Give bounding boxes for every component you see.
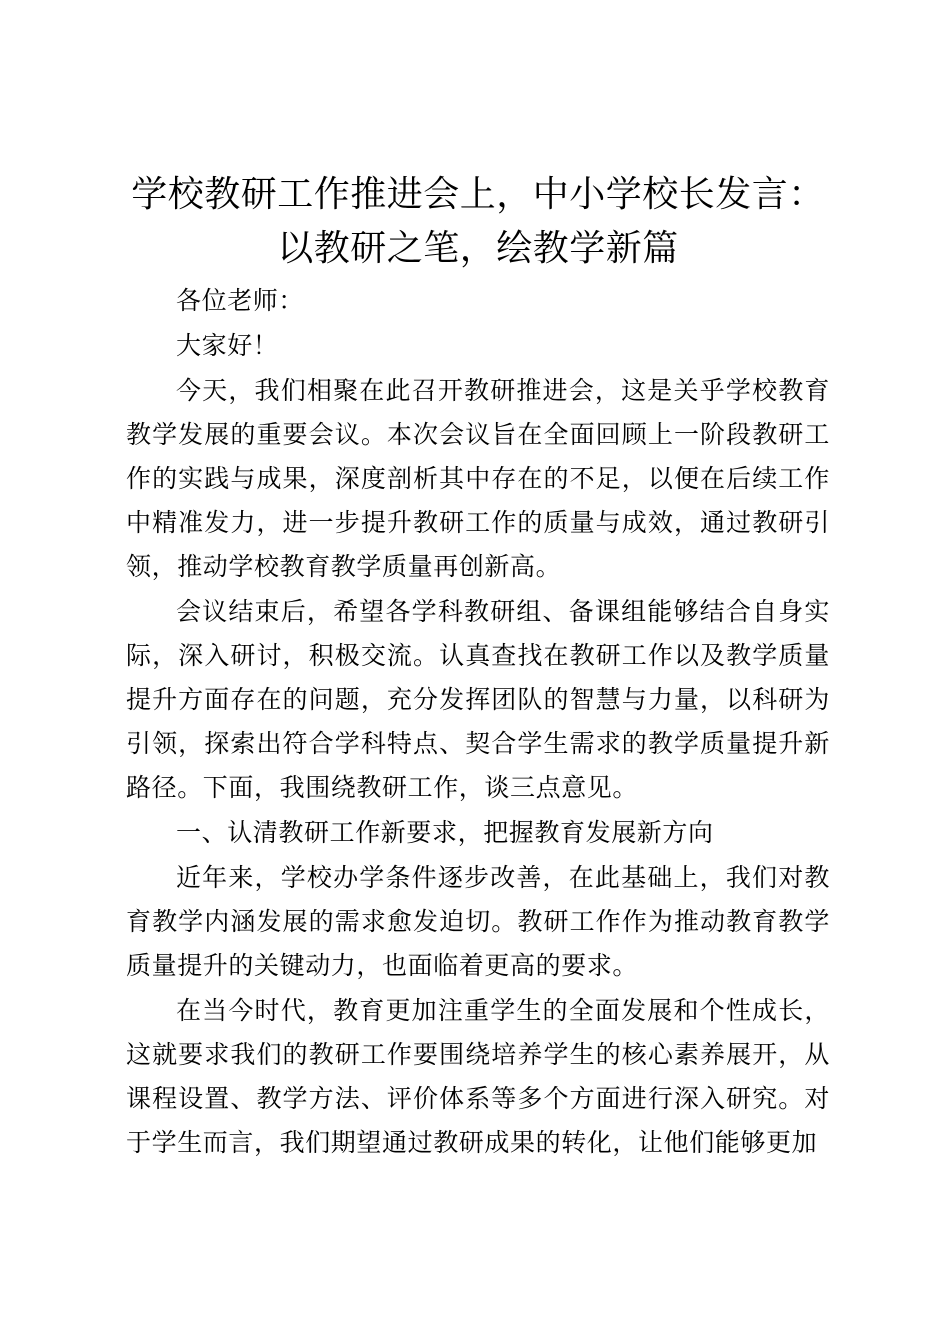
paragraph: 在当今时代，教育更加注重学生的全面发展和个性成长，这就要求我们的教研工作要围绕培养学生的核心素养展开，从课程设置、教学方法、评价体系等多个方面进行深入研究。对于学生而言，我们期望通过教研成果的转化，让他们能够更加 (126, 996, 830, 1157)
section-heading: 一、认清教研工作新要求，把握教育发展新方向 (176, 818, 714, 847)
salutation: 各位老师： (176, 286, 305, 315)
document-body (126, 279, 830, 1165)
paragraph: 会议结束后，希望各学科教研组、备课组能够结合自身实际，深入研讨，积极交流。认真查找在教研工作以及教学质量提升方面存在的问题，充分发挥团队的智慧与力量，以科研为引领，探索出符合学科特点、契合学生需求的教学质量提升新路径。下面，我围绕教研工作，谈三点意见。 (126, 597, 830, 802)
paragraph: 近年来，学校办学条件逐步改善，在此基础上，我们对教育教学内涵发展的需求愈发迫切。教研工作作为推动教育教学质量提升的关键动力，也面临着更高的要求。 (126, 863, 830, 980)
greeting: 大家好！ (176, 331, 279, 360)
document-page (126, 168, 830, 1166)
paragraph: 今天，我们相聚在此召开教研推进会，这是关乎学校教育教学发展的重要会议。本次会议旨在全面回顾上一阶段教研工作的实践与成果，深度剖析其中存在的不足，以便在后续工作中精准发力，进一步提升教研工作的质量与成效，通过教研引领，推动学校教育教学质量再创新高。 (126, 376, 830, 581)
document-title: 学校教研工作推进会上，中小学校长发言：以教研之笔，绘教学新篇 (131, 174, 825, 269)
